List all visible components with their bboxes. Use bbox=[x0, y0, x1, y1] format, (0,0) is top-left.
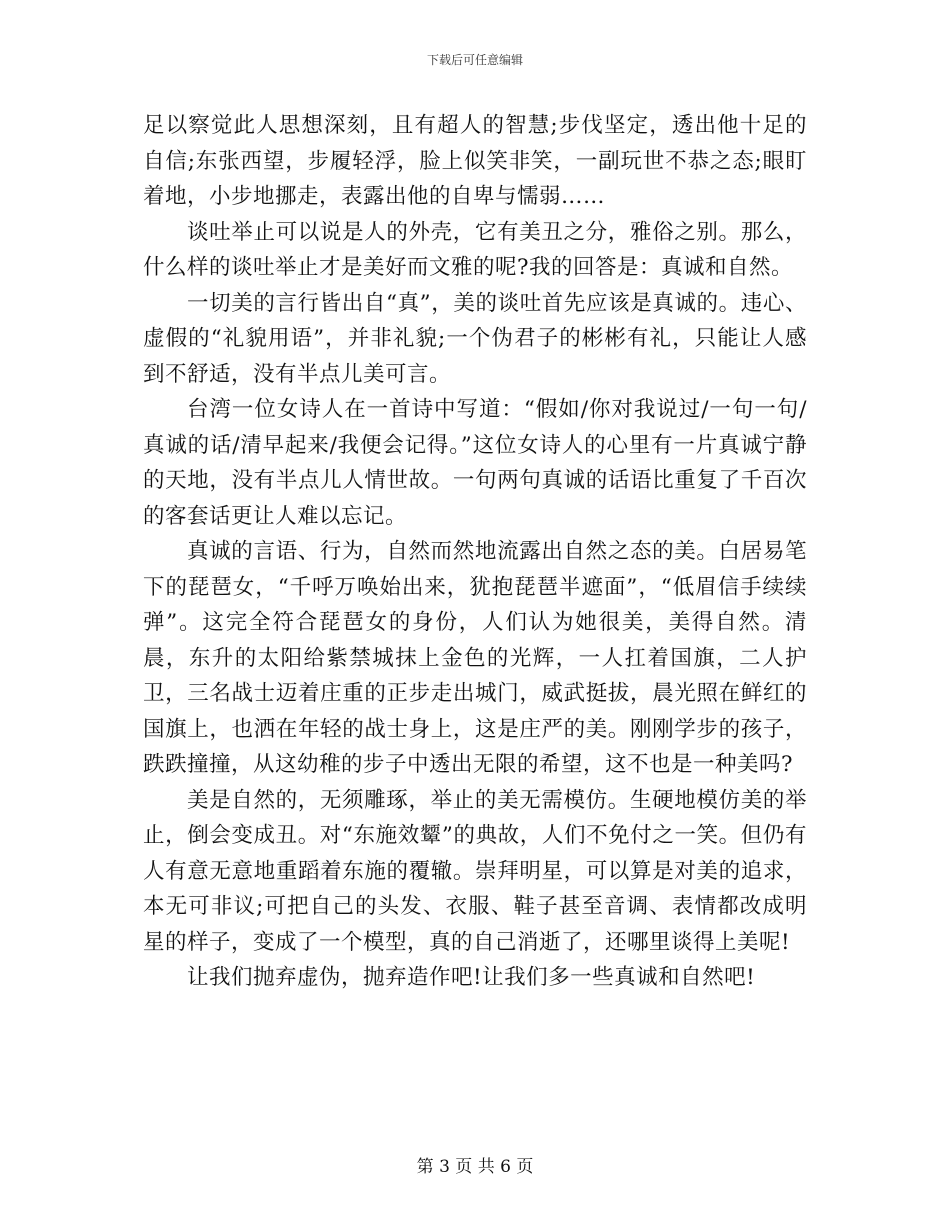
page-header: 下载后可任意编辑 bbox=[426, 53, 523, 67]
paragraph: 谈吐举止可以说是人的外壳，它有美丑之分，雅俗之别。那么，什么样的谈吐举止才是美好而文雅的呢?我的回答是：真诚和自然。 bbox=[143, 219, 807, 280]
paragraph-continuation: 足以察觉此人思想深刻，且有超人的智慧;步伐坚定，透出他十足的自信;东张西望，步履轻浮，脸上似笑非笑，一副玩世不恭之态;眼盯着地，小步地挪走，表露出他的自卑与懦弱…… bbox=[143, 113, 807, 209]
paragraph: 一切美的言行皆出自“真”，美的谈吐首先应该是真诚的。违心、虚假的“礼貌用语”，并非礼貌;一个伪君子的彬彬有礼，只能让人感到不舒适，没有半点儿美可言。 bbox=[143, 290, 807, 387]
essay-body bbox=[143, 108, 807, 996]
paragraph: 美是自然的，无须雕琢，举止的美无需模仿。生硬地模仿美的举止，倒会变成丑。对“东施效颦”的典故，人们不免付之一笑。但仍有人有意无意地重蹈着东施的覆辙。崇拜明星，可以算是对美的追求，本无可非议;可把自己的头发、衣服、鞋子甚至音调、表情都改成明星的样子，变成了一个模型，真的自己消逝了，还哪里谈得上美呢! bbox=[143, 787, 807, 955]
page-number-footer: 第 3 页 共 6 页 bbox=[416, 1157, 534, 1177]
paragraph: 真诚的言语、行为，自然而然地流露出自然之态的美。白居易笔下的琵琶女，“千呼万唤始出来，犹抱琵琶半遮面”，“低眉信手续续弹”。这完全符合琵琶女的身份，人们认为她很美，美得自然。清晨，东升的太阳给紫禁城抹上金色的光辉，一人扛着国旗，二人护卫，三名战士迈着庄重的正步走出城门，威武挺拔，晨光照在鲜红的国旗上，也洒在年轻的战士身上，这是庄严的美。刚刚学步的孩子，跌跌撞撞，从这幼稚的步子中透出无限的希望，这不也是一种美吗? bbox=[143, 539, 807, 777]
paragraph-closing: 让我们抛弃虚伪，抛弃造作吧!让我们多一些真诚和自然吧! bbox=[187, 965, 756, 990]
paragraph: 台湾一位女诗人在一首诗中写道：“假如/你对我说过/一句一句/真诚的话/清早起来/我便会记得。”这位女诗人的心里有一片真诚宁静的天地，没有半点儿人情世故。一句两句真诚的话语比重复了千百次的客套话更让人难以忘记。 bbox=[143, 397, 807, 529]
